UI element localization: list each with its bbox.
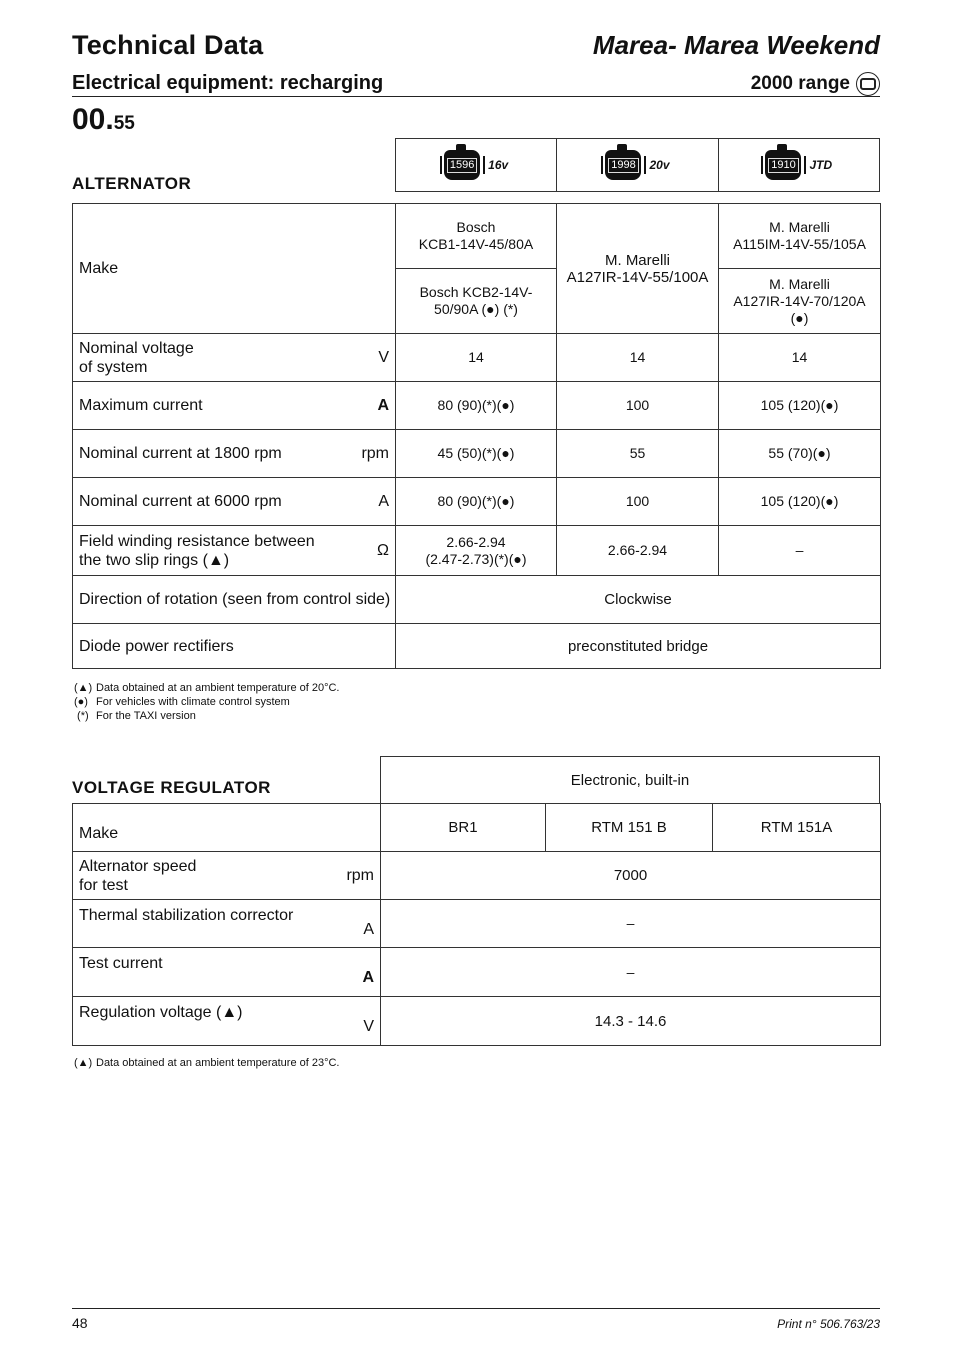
value-cell: BR1 bbox=[381, 804, 546, 852]
label-line: the two slip rings (▲) bbox=[79, 551, 230, 569]
make-line: A115IM-14V-55/105A bbox=[733, 236, 866, 252]
value-cell: 45 (50)(*)(●) bbox=[396, 430, 557, 478]
label-line: Nominal current at 1800 rpm bbox=[79, 445, 282, 462]
unit: rpm bbox=[346, 867, 374, 884]
footnote-symbol: (●) bbox=[74, 696, 88, 708]
value-cell: Clockwise bbox=[396, 576, 881, 624]
table-row bbox=[73, 576, 881, 624]
range-label: 2000 range bbox=[750, 73, 850, 94]
value-cell: 105 (120)(●) bbox=[719, 478, 881, 526]
value-cell: 100 bbox=[557, 382, 719, 430]
table-row bbox=[73, 526, 881, 576]
table-row bbox=[73, 430, 881, 478]
unit: A bbox=[378, 493, 389, 510]
make-line: Bosch KCB2-14V- bbox=[419, 284, 533, 300]
table-row bbox=[73, 624, 881, 669]
label-line: Nominal current at 6000 rpm bbox=[79, 493, 282, 510]
value-line: (2.47-2.73)(*)(●) bbox=[425, 550, 527, 567]
value-cell: 55 bbox=[557, 430, 719, 478]
page-number: 48 bbox=[72, 1315, 88, 1331]
footnote-symbol: (▲) bbox=[74, 682, 93, 694]
value-cell: – bbox=[719, 526, 881, 576]
value-cell: preconstituted bridge bbox=[396, 624, 881, 669]
engine-icon bbox=[605, 150, 641, 180]
engine-icon bbox=[765, 150, 801, 180]
regulator-type: Electronic, built-in bbox=[380, 756, 880, 804]
value-cell: 105 (120)(●) bbox=[719, 382, 881, 430]
make-line: M. Marelli bbox=[604, 251, 670, 269]
value-cell: 14.3 - 14.6 bbox=[381, 997, 881, 1046]
engine-col-2 bbox=[557, 139, 718, 191]
value-cell: 7000 bbox=[381, 852, 881, 900]
table-row bbox=[73, 900, 881, 948]
engine-label: 20v bbox=[649, 158, 670, 172]
row-label bbox=[73, 478, 396, 526]
footnote bbox=[74, 695, 340, 709]
row-label: Make bbox=[73, 804, 381, 852]
header-divider bbox=[72, 96, 880, 97]
section-number bbox=[72, 103, 135, 137]
label-line: Nominal voltage bbox=[79, 339, 194, 357]
row-label bbox=[73, 334, 396, 382]
doc-subtitle: Electrical equipment: recharging bbox=[72, 72, 384, 94]
alternator-title: ALTERNATOR bbox=[72, 174, 192, 193]
engine-code: 1596 bbox=[447, 158, 477, 173]
table-row bbox=[73, 478, 881, 526]
make-cell bbox=[719, 269, 881, 334]
unit: Ω bbox=[377, 542, 389, 559]
unit: rpm bbox=[361, 445, 389, 462]
range-label-group bbox=[751, 72, 880, 96]
value-cell: 80 (90)(*)(●) bbox=[396, 478, 557, 526]
label-line: Thermal stabilization corrector bbox=[79, 907, 294, 924]
footnote-text: For the TAXI version bbox=[96, 710, 196, 722]
engine-header bbox=[395, 138, 880, 192]
table-row bbox=[73, 334, 881, 382]
make-line: Bosch bbox=[456, 219, 496, 235]
table-row bbox=[73, 804, 881, 852]
make-cell bbox=[396, 269, 557, 334]
value-cell: RTM 151 B bbox=[546, 804, 713, 852]
label-line: Maximum current bbox=[79, 397, 203, 414]
footnote-text: Data obtained at an ambient temperature of 20°C. bbox=[96, 682, 340, 694]
make-line: KCB1-14V-45/80A bbox=[418, 236, 534, 252]
alternator-footnotes bbox=[74, 681, 340, 723]
footnote-text: For vehicles with climate control system bbox=[96, 696, 290, 708]
engine-code: 1998 bbox=[608, 158, 638, 173]
value-cell: RTM 151A bbox=[713, 804, 881, 852]
engine-label: JTD bbox=[809, 158, 833, 172]
row-label bbox=[73, 430, 396, 478]
label-line: Field winding resistance between bbox=[79, 532, 315, 550]
regulator-table bbox=[72, 803, 881, 1046]
engine-circle-icon bbox=[856, 72, 880, 96]
table-row bbox=[73, 204, 881, 269]
make-label: Make bbox=[73, 204, 396, 334]
label-line: Regulation voltage (▲) bbox=[79, 1004, 243, 1021]
make-line: M. Marelli bbox=[769, 219, 830, 235]
row-label bbox=[73, 852, 381, 900]
value-cell: 100 bbox=[557, 478, 719, 526]
footer-divider bbox=[72, 1308, 880, 1309]
engine-code: 1910 bbox=[768, 158, 798, 173]
value-cell: 14 bbox=[557, 334, 719, 382]
table-row bbox=[73, 852, 881, 900]
print-number: Print n° 506.763/23 bbox=[777, 1317, 880, 1331]
make-line: (●) bbox=[790, 309, 809, 326]
regulator-title: VOLTAGE REGULATOR bbox=[72, 778, 271, 797]
make-line: A127IR-14V-70/120A bbox=[733, 292, 866, 309]
label-line: for test bbox=[79, 876, 128, 894]
table-row bbox=[73, 948, 881, 997]
unit: A bbox=[362, 969, 374, 986]
label-line: Alternator speed bbox=[79, 857, 197, 875]
row-label bbox=[73, 900, 381, 948]
value-cell: 80 (90)(*)(●) bbox=[396, 382, 557, 430]
unit: A bbox=[363, 921, 374, 938]
value-cell: 14 bbox=[719, 334, 881, 382]
value-cell: 2.66-2.94 bbox=[557, 526, 719, 576]
alternator-table bbox=[72, 203, 881, 669]
section-major: 00. bbox=[72, 103, 114, 136]
engine-col-3 bbox=[719, 139, 879, 191]
make-line: A127IR-14V-55/100A bbox=[566, 268, 709, 286]
value-cell: – bbox=[381, 900, 881, 948]
footnote bbox=[74, 1056, 340, 1070]
value-cell bbox=[396, 526, 557, 576]
row-label bbox=[73, 526, 396, 576]
unit: V bbox=[378, 349, 389, 366]
value-cell: – bbox=[381, 948, 881, 997]
footnote-text: Data obtained at an ambient temperature of 23°C. bbox=[96, 1057, 340, 1069]
row-label bbox=[73, 997, 381, 1046]
make-line: M. Marelli bbox=[769, 275, 830, 292]
unit: V bbox=[363, 1018, 374, 1035]
engine-label: 16v bbox=[488, 158, 509, 172]
regulator-footnotes bbox=[74, 1056, 340, 1070]
row-label bbox=[73, 948, 381, 997]
section-minor: 55 bbox=[113, 113, 135, 134]
footnote bbox=[74, 681, 340, 695]
footnote-symbol: (*) bbox=[74, 710, 89, 722]
table-row bbox=[73, 382, 881, 430]
table-row bbox=[73, 997, 881, 1046]
footnote bbox=[74, 709, 340, 723]
value-line: 2.66-2.94 bbox=[446, 533, 506, 550]
doc-title: Technical Data bbox=[72, 30, 264, 60]
row-label: Diode power rectifiers bbox=[73, 624, 396, 669]
footnote-symbol: (▲) bbox=[74, 1057, 93, 1069]
label-line: of system bbox=[79, 358, 148, 376]
engine-icon bbox=[444, 150, 480, 180]
engine-col-1 bbox=[396, 139, 557, 191]
make-cell bbox=[557, 204, 719, 334]
unit: A bbox=[377, 397, 389, 414]
label-line: Test current bbox=[79, 955, 163, 972]
make-cell bbox=[719, 204, 881, 269]
make-line: 50/90A (●) (*) bbox=[434, 301, 518, 317]
value-cell: 55 (70)(●) bbox=[719, 430, 881, 478]
value-cell: 14 bbox=[396, 334, 557, 382]
row-label bbox=[73, 382, 396, 430]
model-title: Marea- Marea Weekend bbox=[592, 30, 880, 60]
row-label: Direction of rotation (seen from control side) bbox=[73, 576, 396, 624]
make-cell bbox=[396, 204, 557, 269]
